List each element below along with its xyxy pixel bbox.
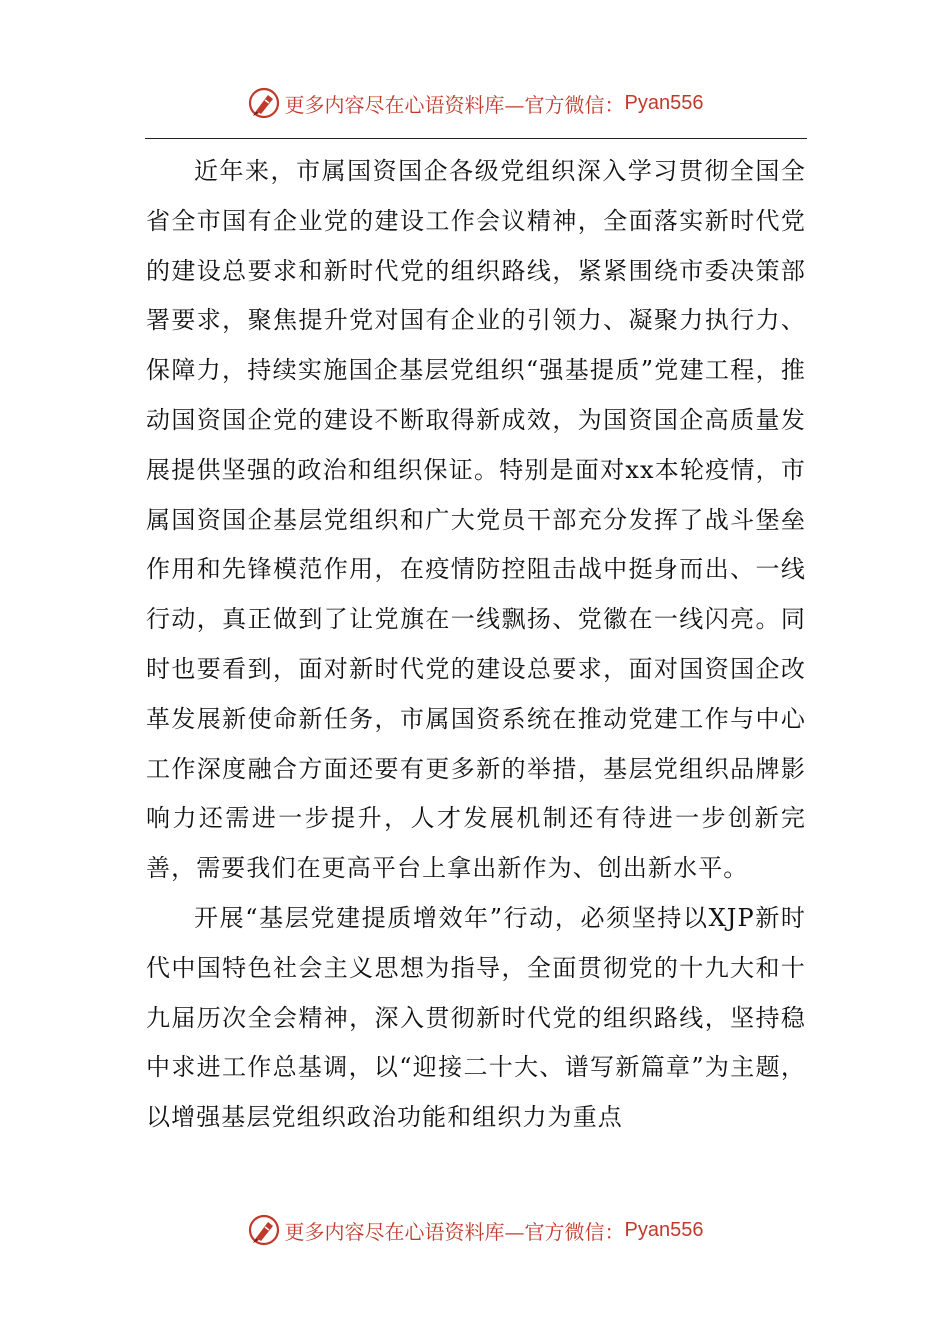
document-body <box>146 147 806 1143</box>
paragraph: 近年来，市属国资国企各级党组织深入学习贯彻全国全省全市国有企业党的建设工作会议精神，全面落实新时代党的建设总要求和新时代党的组织路线，紧紧围绕市委决策部署要求，聚焦提升党对国有企业的引领力、凝聚力执行力、保障力，持续实施国企基层党组织“强基提质”党建工程，推动国资国企党的建设不断取得新成效，为国资国企高质量发展提供坚强的政治和组织保证。特别是面对xx本轮疫情，市属国资国企基层党组织和广大党员干部充分发挥了战斗堡垒作用和先锋模范作用，在疫情防控阻击战中挺身而出、一线行动，真正做到了让党旗在一线飘扬、党徽在一线闪亮。同时也要看到，面对新时代党的建设总要求，面对国资国企改革发展新使命新任务，市属国资系统在推动党建工作与中心工作深度融合方面还要有更多新的举措，基层党组织品牌影响力还需进一步提升，人才发展机制还有待进一步创新完善，需要我们在更高平台上拿出新作为、创出新水平。 <box>146 157 806 883</box>
header-banner <box>0 83 950 123</box>
banner-wechat-id: Pyan556 <box>624 1218 704 1241</box>
banner-text: 更多内容尽在心语资料库—官方微信： <box>284 1219 625 1244</box>
banner-text: 更多内容尽在心语资料库—官方微信： <box>284 92 625 117</box>
header-divider <box>145 138 807 139</box>
pen-nib-logo-icon <box>247 1213 281 1247</box>
paragraph: 开展“基层党建提质增效年”行动，必须坚持以XJP新时代中国特色社会主义思想为指导，全面贯彻党的十九大和十九届历次全会精神，深入贯彻新时代党的组织路线，坚持稳中求进工作总基调，以“迎接二十大、谱写新篇章”为主题，以增强基层党组织政治功能和组织力为重点 <box>146 903 806 1132</box>
pen-nib-logo-icon <box>247 86 281 120</box>
banner-wechat-id: Pyan556 <box>624 91 704 114</box>
footer-banner <box>0 1210 950 1250</box>
